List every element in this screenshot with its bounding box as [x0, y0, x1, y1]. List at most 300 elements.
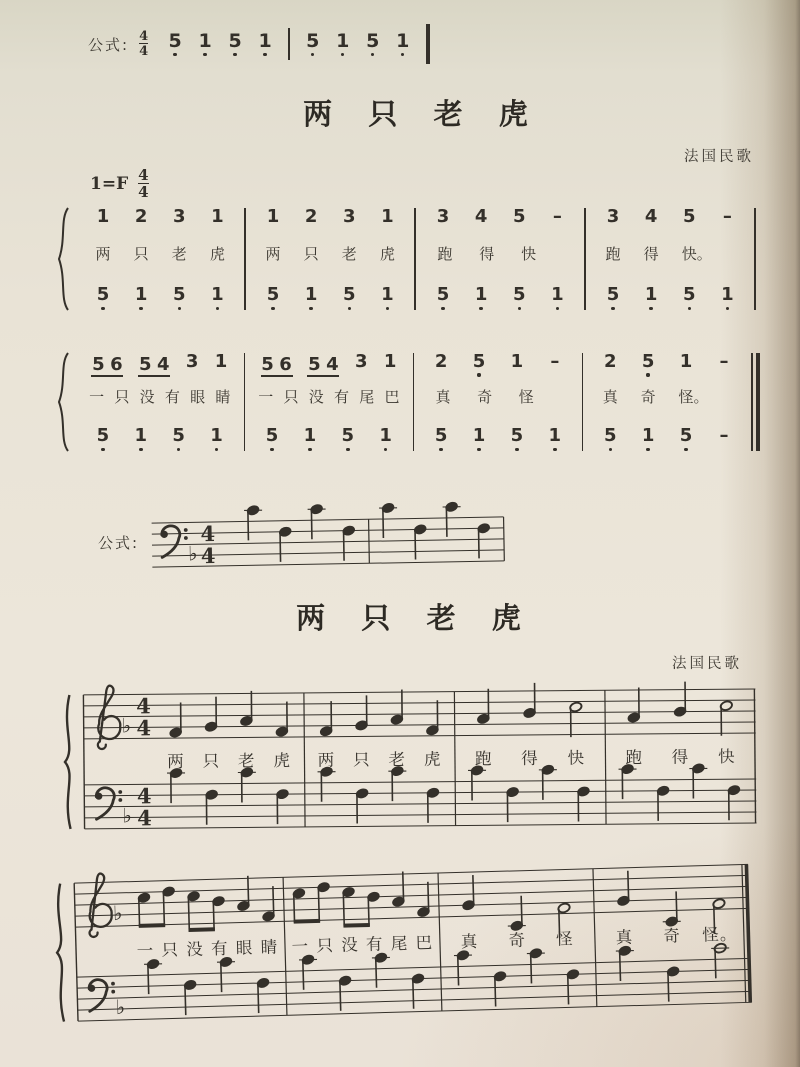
- jianpu-note: [214, 353, 228, 377]
- lyric-char: 真: [435, 388, 451, 406]
- barline: [283, 877, 287, 1015]
- jianpu-note: [198, 29, 212, 57]
- barline: [304, 693, 305, 827]
- jianpu-number: 5: [172, 284, 186, 306]
- staff-lyrics: [167, 751, 291, 771]
- jianpu-number: 1: [383, 351, 397, 372]
- flat-icon: ♭: [122, 803, 132, 828]
- octave-dot: [556, 228, 559, 231]
- bass-staff-lines: [77, 958, 752, 1021]
- jianpu-number: 1: [641, 425, 655, 447]
- octave-dot: [646, 373, 649, 376]
- jianpu-number: 5: [472, 351, 486, 372]
- octave-dot: [726, 307, 729, 310]
- lyric-char: 真: [602, 388, 618, 406]
- lyric-char: 尾: [390, 933, 409, 954]
- jianpu-note: [606, 286, 620, 310]
- lyric-char: 怪。: [702, 924, 738, 945]
- time-signature: 4: [136, 783, 152, 809]
- jianpu-number: 5: [96, 284, 110, 306]
- jianpu-note: [336, 29, 350, 57]
- melody-row: [424, 208, 576, 232]
- jianpu-note: [138, 353, 152, 375]
- jianpu-number: 5: [436, 284, 450, 306]
- barline: [605, 690, 606, 824]
- grand-staff-system-1: [57, 673, 760, 851]
- systemic-barline: [74, 883, 78, 1021]
- jianpu-dash: [548, 353, 562, 377]
- barline: [288, 28, 290, 60]
- octave-dot: [233, 53, 236, 56]
- jianpu-number: –: [552, 206, 562, 227]
- octave-dot: [649, 228, 652, 231]
- jianpu-number: 5: [306, 29, 320, 52]
- octave-dot: [139, 448, 142, 451]
- octave-dot: [515, 373, 518, 376]
- bass-row: [253, 427, 405, 451]
- jianpu-dash: [717, 353, 731, 377]
- lyric-char: 奇: [663, 926, 682, 946]
- jianpu-number: 1: [134, 425, 148, 447]
- jianpu-note: [434, 427, 448, 451]
- lyric-char: 老: [171, 245, 187, 263]
- jianpu-note: [306, 29, 320, 57]
- jianpu-number: 5: [366, 29, 380, 52]
- bass-clef-icon: [161, 526, 189, 558]
- lyrics-row: [84, 386, 236, 407]
- jianpu-number: 2: [134, 206, 148, 227]
- octave-dot: [219, 373, 222, 376]
- treble-staff-lines: [74, 864, 749, 927]
- lyric-char: 有: [333, 388, 349, 406]
- jianpu-note: [474, 208, 488, 232]
- lyric-char: 两: [167, 751, 185, 772]
- time-signature: 4: [137, 805, 152, 831]
- barline: [504, 517, 505, 561]
- lyric-char: 一: [258, 388, 274, 406]
- jianpu-number: 5: [682, 206, 696, 227]
- jianpu-system-2: [56, 351, 760, 453]
- octave-dot: [477, 448, 480, 451]
- time-bottom: 4: [139, 44, 149, 59]
- jianpu-number: 3: [436, 206, 450, 227]
- lyric-char: 巴: [384, 388, 400, 406]
- lyrics-row: [594, 243, 746, 264]
- lyric-char: 得: [643, 245, 659, 263]
- jianpu-note: [265, 427, 279, 451]
- jianpu-note: [172, 208, 186, 232]
- jianpu-note: [383, 353, 397, 377]
- jianpu-system-1: [56, 206, 756, 312]
- octave-dot: [386, 228, 389, 231]
- time-signature: 4: [200, 520, 216, 547]
- octave-dot: [518, 228, 521, 231]
- octave-dot: [271, 228, 274, 231]
- jianpu-measure: [416, 206, 584, 312]
- staff-lyrics: [475, 748, 585, 768]
- jianpu-note: [380, 208, 394, 232]
- octave-dot: [348, 228, 351, 231]
- system-brace-icon: [56, 351, 72, 453]
- lyric-char: 有: [210, 938, 229, 959]
- barline: [593, 869, 597, 1007]
- jianpu-measure: [246, 206, 414, 312]
- octave-dot: [388, 373, 391, 376]
- lyric-char: 只: [133, 245, 149, 263]
- lyric-char: 尾: [359, 388, 375, 406]
- octave-dot: [173, 53, 176, 56]
- formula-notes: [162, 24, 430, 64]
- jianpu-number: 1: [396, 29, 410, 52]
- lyric-char: 只: [303, 245, 319, 263]
- jianpu-number: 5: [96, 425, 110, 447]
- jianpu-number: 4: [326, 353, 339, 375]
- jianpu-number: 1: [548, 425, 562, 447]
- jianpu-note: [266, 286, 280, 310]
- jianpu-note: [96, 427, 110, 451]
- jianpu-number: 5: [168, 29, 182, 52]
- octave-dot: [178, 307, 181, 310]
- lyric-char: 得: [479, 245, 495, 263]
- octave-dot: [216, 228, 219, 231]
- key-signature-row: [90, 168, 149, 200]
- jianpu-note: [134, 427, 148, 451]
- lyrics-row: [591, 386, 743, 407]
- jianpu-note: [91, 353, 105, 375]
- jianpu-note: [210, 286, 224, 310]
- octave-dot: [441, 228, 444, 231]
- jianpu-note: [603, 427, 617, 451]
- treble-staff-lines: [83, 689, 755, 739]
- jianpu-number: –: [719, 425, 729, 447]
- jianpu-number: 5: [606, 284, 620, 306]
- jianpu-number: 5: [308, 353, 321, 375]
- jianpu-number: 1: [198, 29, 212, 52]
- jianpu-note: [512, 286, 526, 310]
- jianpu-number: 1: [472, 425, 486, 447]
- jianpu-number: 6: [110, 353, 123, 375]
- staff-lyrics: [461, 929, 574, 951]
- lyric-char: 跑: [605, 245, 621, 263]
- jianpu-number: 3: [342, 206, 356, 227]
- jianpu-number: 1: [210, 425, 223, 447]
- staff-lyrics: [318, 750, 442, 770]
- jianpu-note: [379, 427, 393, 451]
- octave-dot: [553, 448, 556, 451]
- lyric-char: 得: [521, 748, 539, 769]
- jianpu-number: 5: [261, 353, 274, 375]
- jianpu-number: 5: [266, 284, 280, 306]
- jianpu-number: 1: [214, 351, 228, 372]
- jianpu-number: 1: [134, 284, 148, 306]
- jianpu-measures: [76, 351, 760, 453]
- jianpu-number: 5: [604, 425, 617, 447]
- bass-row: [422, 427, 574, 451]
- jianpu-note: [96, 208, 110, 232]
- jianpu-number: 5: [679, 425, 693, 447]
- bass-row: [84, 286, 236, 310]
- bass-row: [254, 286, 406, 310]
- jianpu-note: [682, 286, 696, 310]
- octave-dot: [309, 228, 312, 231]
- jianpu-note: [679, 353, 693, 377]
- octave-dot: [386, 307, 389, 310]
- lyric-char: 虎: [209, 245, 225, 263]
- jianpu-number: 2: [304, 206, 318, 227]
- bass-clef-icon: [95, 788, 122, 820]
- staff-lyrics: [136, 938, 278, 961]
- jianpu-note: [366, 29, 380, 57]
- octave-dot: [441, 307, 444, 310]
- jianpu-note: [261, 353, 275, 375]
- jianpu-note: [342, 286, 356, 310]
- jianpu-note: [474, 286, 488, 310]
- jianpu-number: 3: [185, 351, 199, 372]
- jianpu-number: 1: [336, 29, 350, 52]
- octave-dot: [101, 307, 104, 310]
- octave-dot: [216, 307, 219, 310]
- jianpu-note: [436, 286, 450, 310]
- barline: [369, 519, 370, 563]
- octave-dot: [308, 448, 311, 451]
- lyrics-row: [424, 243, 576, 264]
- lyric-char: 眼: [235, 938, 254, 958]
- jianpu-note: [354, 353, 368, 377]
- lyric-char: 只: [114, 388, 130, 406]
- lyric-char: 虎: [273, 751, 292, 771]
- barline: [756, 353, 761, 451]
- jianpu-number: 2: [604, 351, 617, 372]
- jianpu-number: 5: [92, 353, 105, 375]
- octave-dot: [139, 307, 142, 310]
- final-barline-thin: [742, 865, 746, 1003]
- lyric-char: 只: [353, 750, 371, 770]
- final-barline-thick: [746, 864, 750, 1002]
- jianpu-note: [172, 427, 186, 451]
- lyric-char: 怪。: [678, 388, 709, 406]
- lyric-char: 虎: [423, 749, 442, 769]
- octave-dot: [101, 448, 104, 451]
- lyric-char: 没: [186, 939, 205, 960]
- octave-dot: [646, 448, 649, 451]
- barline: [426, 24, 431, 64]
- lyric-char: 真: [615, 927, 634, 948]
- octave-dot: [139, 228, 142, 231]
- lyric-char: 快: [567, 748, 586, 768]
- lyric-char: 没: [139, 388, 155, 406]
- jianpu-note: [185, 353, 199, 377]
- jianpu-number: 5: [512, 284, 526, 306]
- octave-dot: [178, 228, 181, 231]
- grand-brace-icon: [55, 884, 64, 1022]
- jianpu-number: 5: [172, 425, 185, 447]
- lyric-char: 巴: [415, 933, 434, 953]
- formula-measure: [300, 29, 416, 57]
- jianpu-dash: [720, 208, 734, 232]
- bass-clef-icon: [88, 979, 116, 1011]
- lyric-char: 两: [317, 750, 336, 770]
- jianpu-number: 1: [258, 29, 272, 52]
- jianpu-note: [303, 427, 317, 451]
- octave-dot: [722, 448, 725, 451]
- melody-notes: [169, 691, 289, 739]
- melody-row: [84, 353, 236, 377]
- systemic-barline: [83, 695, 84, 829]
- lyric-char: 怪: [518, 388, 534, 406]
- jianpu-number: 5: [342, 284, 356, 306]
- lyrics-row: [422, 386, 574, 407]
- octave-dot: [684, 373, 687, 376]
- octave-dot: [384, 448, 387, 451]
- system-brace-icon: [56, 206, 72, 312]
- octave-dot: [611, 228, 614, 231]
- octave-dot: [101, 228, 104, 231]
- melody-row: [594, 208, 746, 232]
- octave-dot: [348, 307, 351, 310]
- octave-dot: [611, 307, 614, 310]
- jianpu-number: 5: [434, 425, 448, 447]
- jianpu-note: [258, 29, 272, 57]
- octave-dot: [270, 448, 273, 451]
- lyric-char: 一: [89, 388, 105, 406]
- jianpu-note: [96, 286, 110, 310]
- time-signature: 4: [136, 715, 152, 741]
- lyrics-row: [253, 386, 405, 407]
- jianpu-number: 5: [228, 29, 242, 52]
- octave-dot: [556, 307, 559, 310]
- jianpu-number: 5: [341, 425, 355, 447]
- jianpu-note: [472, 353, 486, 377]
- jianpu-number: 1: [510, 351, 524, 372]
- song-title-staff: 两 只 老 虎: [296, 601, 534, 635]
- lyric-char: 快。: [681, 245, 712, 263]
- jianpu-number: 5: [512, 206, 526, 227]
- jianpu-number: 1: [721, 284, 734, 306]
- key-label: 1=F: [90, 174, 129, 194]
- jianpu-measure: [586, 206, 754, 312]
- octave-dot: [515, 448, 518, 451]
- lyric-char: 跑: [437, 245, 453, 263]
- time-signature: [138, 168, 148, 200]
- jianpu-number: 1: [379, 425, 392, 447]
- lyric-char: 老: [341, 245, 357, 263]
- jianpu-beam-group: [307, 353, 339, 377]
- jianpu-number: 1: [644, 284, 658, 306]
- beam: [139, 925, 165, 926]
- octave-dot: [688, 307, 691, 310]
- lyric-char: 两: [265, 245, 281, 263]
- octave-dot: [609, 448, 612, 451]
- jianpu-dash: [550, 208, 564, 232]
- lyric-char: 眼: [190, 388, 206, 406]
- jianpu-number: 5: [139, 353, 152, 375]
- barline: [454, 692, 455, 826]
- jianpu-number: 5: [641, 351, 655, 372]
- octave-dot: [177, 448, 180, 451]
- lyric-char: 一: [136, 940, 155, 961]
- lyric-char: 跑: [625, 747, 644, 768]
- melody-row: [591, 353, 743, 377]
- octave-dot: [263, 53, 266, 56]
- jianpu-number: 6: [279, 353, 292, 375]
- melody-row: [422, 353, 574, 377]
- jianpu-note: [720, 286, 734, 310]
- jianpu-note: [210, 208, 224, 232]
- lyric-char: 睛: [215, 388, 231, 406]
- octave-dot: [649, 307, 652, 310]
- jianpu-number: 1: [381, 284, 394, 306]
- time-signature: 4: [200, 542, 216, 569]
- jianpu-note: [682, 208, 696, 232]
- jianpu-number: 4: [644, 206, 658, 227]
- barline: [438, 873, 442, 1011]
- jianpu-note: [472, 427, 486, 451]
- jianpu-note: [603, 353, 617, 377]
- lyric-char: 一: [291, 936, 310, 957]
- jianpu-measure: [583, 351, 751, 453]
- jianpu-measure: [414, 351, 582, 453]
- flat-icon: ♭: [115, 994, 126, 1020]
- jianpu-note: [606, 208, 620, 232]
- jianpu-note: [134, 286, 148, 310]
- octave-dot: [360, 373, 363, 376]
- octave-dot: [684, 448, 687, 451]
- lyric-char: 跑: [474, 749, 493, 769]
- jianpu-note: [510, 353, 524, 377]
- flat-icon: ♭: [121, 713, 132, 738]
- octave-dot: [309, 307, 312, 310]
- jianpu-number: 1: [551, 284, 564, 306]
- jianpu-number: 1: [96, 206, 110, 227]
- formula-measure: [162, 29, 278, 57]
- octave-dot: [477, 373, 480, 376]
- octave-dot: [553, 373, 556, 376]
- melody-row: [253, 353, 405, 377]
- jianpu-measure: [76, 206, 244, 312]
- jianpu-number: –: [722, 206, 732, 227]
- jianpu-note: [210, 427, 224, 451]
- jianpu-note: [550, 286, 564, 310]
- barline: [754, 208, 756, 310]
- jianpu-measure: [76, 351, 244, 453]
- lyrics-row: [254, 243, 406, 264]
- jianpu-note: [304, 286, 318, 310]
- barline: [751, 353, 753, 451]
- octave-dot: [439, 373, 442, 376]
- jianpu-note: [512, 208, 526, 232]
- lyric-char: 两: [95, 245, 111, 263]
- lyric-char: 虎: [379, 245, 395, 263]
- formula-time-signature: [139, 30, 148, 58]
- octave-dot: [479, 307, 482, 310]
- lyric-char: 奇: [508, 930, 527, 951]
- beam: [189, 929, 215, 930]
- jianpu-note: [156, 353, 170, 375]
- song-title-jianpu: 两 只 老 虎: [303, 97, 541, 131]
- lyric-char: 得: [671, 747, 690, 767]
- lyrics-row: [84, 243, 236, 264]
- bass-row: [594, 286, 746, 310]
- jianpu-beam-group: [91, 353, 123, 377]
- octave-dot: [401, 53, 404, 56]
- jianpu-number: 3: [172, 206, 186, 227]
- staff-lyrics: [625, 747, 735, 767]
- grand-staff-system-2: [48, 846, 761, 1042]
- jianpu-number: 1: [474, 284, 488, 306]
- jianpu-number: 1: [266, 206, 280, 227]
- jianpu-note: [436, 208, 450, 232]
- lyric-char: 老: [237, 751, 256, 771]
